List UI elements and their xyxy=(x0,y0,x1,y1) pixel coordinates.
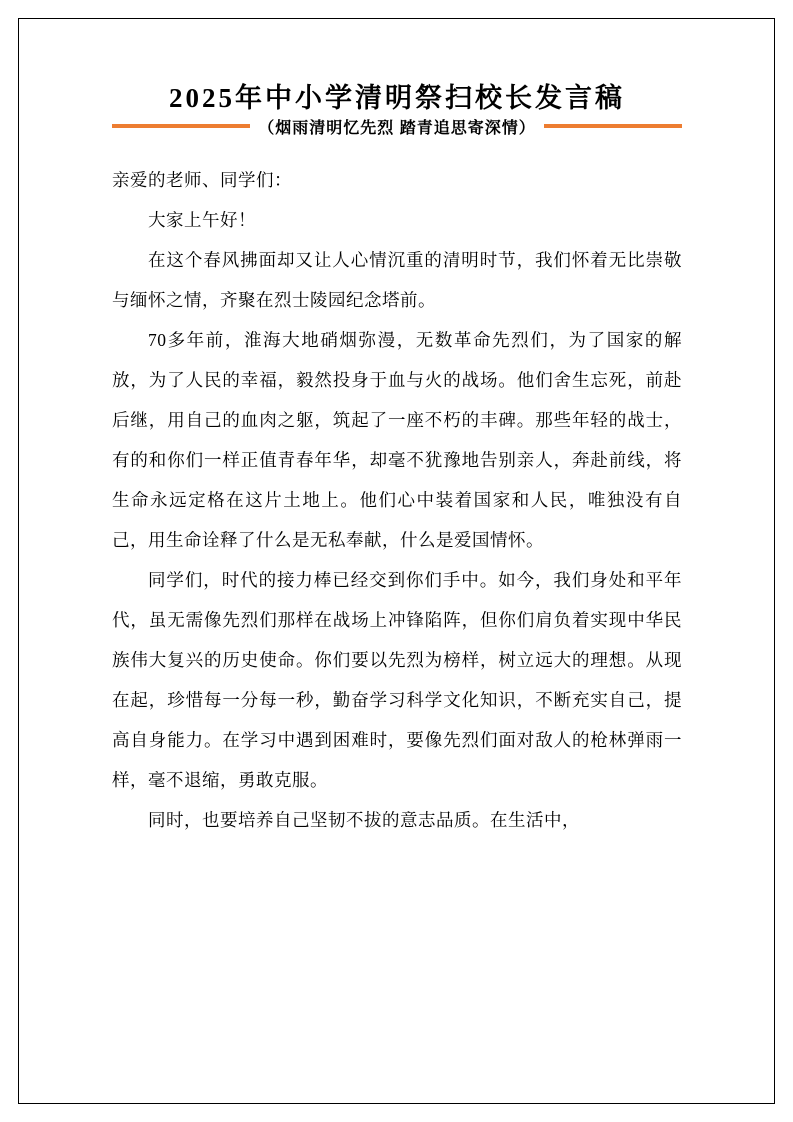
document-subtitle: （烟雨清明忆先烈 踏青追思寄深情） xyxy=(250,115,543,138)
paragraph-history: 70多年前，淮海大地硝烟弥漫，无数革命先烈们，为了国家的解放，为了人民的幸福，毅然投身于血与火的战场。他们舍生忘死，前赴后继，用自己的血肉之躯，筑起了一座不朽的丰碑。那些年轻的战士，有的和你们一样正值青春年华，却毫不犹豫地告别亲人，奔赴前线，将生命永远定格在这片土地上。他们心中装着国家和人民，唯独没有自己，用生命诠释了什么是无私奉献，什么是爱国情怀。 xyxy=(112,329,682,550)
subtitle-container xyxy=(112,115,682,138)
paragraph-opening: 在这个春风拂面却又让人心情沉重的清明时节，我们怀着无比崇敬与缅怀之情，齐聚在烈士陵园纪念塔前。 xyxy=(112,249,682,310)
paragraph-mission: 同学们，时代的接力棒已经交到你们手中。如今，我们身处和平年代，虽无需像先烈们那样在战场上冲锋陷阵，但你们肩负着实现中华民族伟大复兴的历史使命。你们要以先烈为榜样，树立远大的理想。从现在起，珍惜每一分每一秒，勤奋学习科学文化知识，不断充实自己，提高自身能力。在学习中遇到困难时，要像先烈们面对敌人的枪林弹雨一样，毫不退缩，勇敢克服。 xyxy=(112,569,682,790)
document-content xyxy=(112,80,682,840)
paragraph-character: 同时，也要培养自己坚韧不拔的意志品质。在生活中， xyxy=(148,809,580,830)
paragraph-greeting: 大家上午好！ xyxy=(148,209,256,230)
page-title: 2025年中小学清明祭扫校长发言稿 xyxy=(169,83,625,113)
paragraph-salutation: 亲爱的老师、同学们： xyxy=(112,169,292,190)
document-body xyxy=(112,160,682,840)
